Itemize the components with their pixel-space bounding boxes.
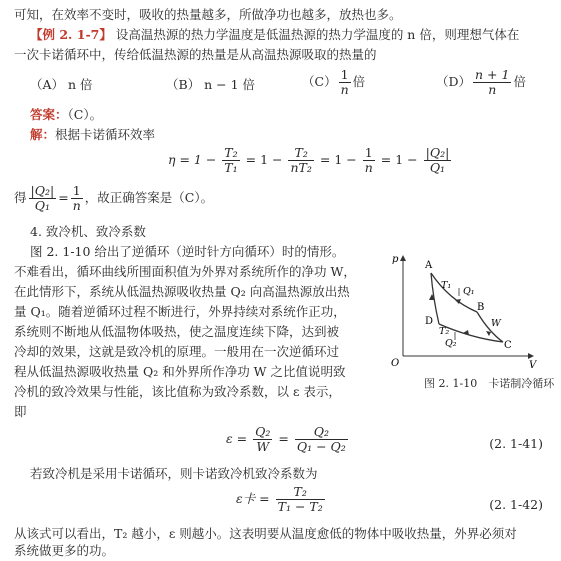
frac-den: T₁ − T₂ xyxy=(277,499,323,514)
para-line-12: 系统做更多的功。 xyxy=(14,543,115,558)
frac-q2-q1-result xyxy=(29,184,57,213)
frac-q2-q1 xyxy=(424,146,452,175)
frac-num: |Q₂| xyxy=(425,145,450,160)
label-q1: Q₁ xyxy=(463,286,475,297)
solution-line xyxy=(30,127,155,143)
point-a: A xyxy=(425,260,433,271)
frac-num: T₂ xyxy=(288,146,313,161)
eq-op: = 1 − xyxy=(319,152,357,167)
label-t1: T₁ xyxy=(441,280,452,291)
answer-value: （C）。 xyxy=(67,107,103,122)
eta-lhs: η = 1 − xyxy=(168,152,217,167)
para-line-7: 程从低温热源吸收热量 Q₂ 和外界所作净功 W 之比值说明致 xyxy=(14,364,346,379)
eq-op: = xyxy=(58,190,69,205)
para-line-1: 图 2. 1-10 给出了逆循环（逆时针方向循环）时的情形。 xyxy=(30,244,345,259)
option-c-label: （C） xyxy=(302,74,337,89)
eps-carnot-lhs: ε卡 = xyxy=(236,491,270,506)
point-d: D xyxy=(425,316,434,327)
frac-den: n xyxy=(364,160,373,175)
text-line-1: 可知，在效率不变时，吸收的热量越多，所做净功也越多，放热也多。 xyxy=(14,7,402,22)
axis-p-label: p xyxy=(392,254,399,265)
frac-den: nT₂ xyxy=(290,160,312,175)
frac-num: T₂ xyxy=(276,485,325,500)
option-b: （B） n − 1 倍 xyxy=(166,77,256,92)
frac-t2-t1mt2 xyxy=(276,485,325,514)
solution-text: 根据卡诺循环效率 xyxy=(55,127,156,142)
para-line-2: 不难看出，循环曲线所围面积值为外界对系统所作的净功 W， xyxy=(14,264,356,279)
para-line-4: 量 Q₁。随着逆循环过程不断进行，外界持续对系统作正功， xyxy=(14,304,346,319)
eps-carnot-equation xyxy=(236,485,327,514)
frac-den: T₁ xyxy=(224,160,238,175)
example-line-1 xyxy=(30,27,519,43)
frac-den: W xyxy=(256,439,270,454)
point-b: B xyxy=(477,302,485,313)
option-c xyxy=(302,68,365,97)
result-prefix: 得 xyxy=(14,190,27,205)
eq-op: = xyxy=(278,431,289,446)
frac-num: 1 xyxy=(71,184,83,199)
frac-num: Q₂ xyxy=(255,424,271,439)
frac-den: Q₁ xyxy=(429,160,446,175)
point-c: C xyxy=(504,340,512,351)
para-line-5: 系统则不断地从低温物体吸热，使之温度连续下降，达到被 xyxy=(14,324,340,339)
frac-den: Q₁ − Q₂ xyxy=(296,439,346,454)
example-line-2: 一次卡诺循环中，传给低温热源的热量是从高温热源吸取的热量的 xyxy=(14,47,377,62)
origin-label: O xyxy=(391,358,400,369)
frac-q2-q1mq2 xyxy=(295,425,348,454)
option-d-numerator: n + 1 xyxy=(475,67,510,82)
equation-number-41: (2. 1-41) xyxy=(489,436,543,451)
frac-t2-t1 xyxy=(222,146,239,175)
section-heading: 4. 致冷机、致冷系数 xyxy=(30,224,146,239)
solution-label: 解： xyxy=(30,127,56,142)
option-d-denominator: n xyxy=(488,82,497,97)
frac-num: 1 xyxy=(363,146,375,161)
eps-lhs: ε = xyxy=(226,431,248,446)
option-c-fraction xyxy=(339,68,351,97)
frac-1-n xyxy=(363,146,375,175)
para-line-11: 从该式可以看出，T₂ 越小，ε 则越小。这表明要从温度愈低的物体中吸收热量，外界必须对 xyxy=(14,526,517,541)
option-a: （A） n 倍 xyxy=(30,77,93,92)
axis-v-label: V xyxy=(529,360,537,371)
equation-number-42: (2. 1-42) xyxy=(489,497,543,512)
frac-q2-w xyxy=(253,425,272,454)
answer-label: 答案： xyxy=(30,107,68,122)
frac-den: Q₁ xyxy=(34,198,50,213)
frac-num: |Q₂| xyxy=(30,183,55,198)
result-line xyxy=(14,184,213,213)
result-suffix: ，故正确答案是（C）。 xyxy=(84,190,214,205)
frac-1-n-result xyxy=(71,184,83,213)
example-tag: 【例 2. 1-7】 xyxy=(30,27,112,42)
figure-caption: 图 2. 1-10 卡诺制冷循环 xyxy=(424,377,555,390)
para-line-3: 在此情形下，系统从低温热源吸收热量 Q₂ 向高温热源放出热 xyxy=(14,284,350,299)
option-d-fraction xyxy=(473,68,511,97)
frac-den: n xyxy=(72,198,81,213)
label-q2: Q₂ xyxy=(445,338,457,349)
answer-line xyxy=(30,107,102,123)
eps-equation xyxy=(226,425,350,454)
option-c-suffix: 倍 xyxy=(352,74,366,89)
option-d-suffix: 倍 xyxy=(513,74,526,89)
example-text: 设高温热源的热力学温度是低温热源的热力学温度的 n 倍，则理想气体在 xyxy=(115,27,520,42)
para-line-6: 冷却的效果，这就是致冷机的原理。一般用在一次逆循环过 xyxy=(14,344,340,359)
frac-t2-nt2 xyxy=(288,146,313,175)
frac-num: T₂ xyxy=(224,145,238,160)
option-c-denominator: n xyxy=(340,82,349,97)
label-w: W xyxy=(491,318,501,329)
arrow-bc xyxy=(486,331,491,336)
label-t2: T₂ xyxy=(439,326,450,337)
eq-op: = 1 − xyxy=(245,152,283,167)
para-line-8: 冷机的致冷效果与性能，该比值称为致冷系数，以 ε 表示， xyxy=(14,384,341,399)
eq-op: = 1 − xyxy=(380,152,418,167)
option-c-numerator: 1 xyxy=(339,68,351,83)
frac-num: Q₂ xyxy=(295,425,348,440)
option-d-label: （D） xyxy=(436,74,472,89)
option-d xyxy=(436,68,526,97)
eta-equation xyxy=(168,146,453,175)
para-line-9: 即 xyxy=(14,404,27,419)
para-line-10: 若致冷机是采用卡诺循环，则卡诺致冷机致冷系数为 xyxy=(30,466,318,481)
